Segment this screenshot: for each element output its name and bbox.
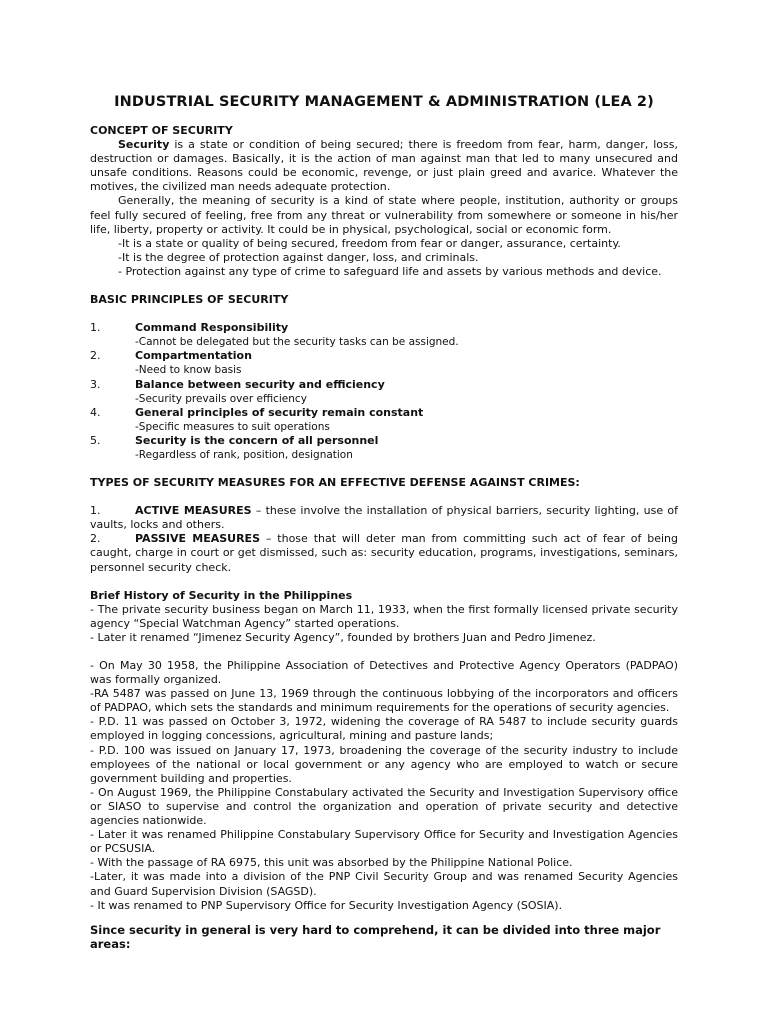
principle-title: Compartmentation: [135, 349, 252, 363]
measure-number: 1.: [90, 504, 101, 518]
principle-item: [90, 321, 678, 349]
measures-section: [90, 476, 678, 575]
concept-line: -It is the degree of protection against danger, loss, and criminals.: [118, 250, 479, 264]
history-entry: - Later it renamed “Jimenez Security Agency”, founded by brothers Juan and Pedro Jimenez.: [90, 630, 596, 644]
history-heading: Brief History of Security in the Philippines: [90, 588, 353, 602]
principle-item: [90, 349, 678, 377]
history-entry: - On August 1969, the Philippine Constabulary activated the Security and Investigation Supervisory office or SIASO to supervise and control the organization and operation of private security and detective agencies nationwide.: [90, 785, 678, 828]
principle-number: 1.: [90, 321, 101, 335]
history-entry: - On May 30 1958, the Philippine Association of Detectives and Protective Agency Operators (PADPAO) was formally organized.: [90, 659, 678, 687]
principle-item: [90, 434, 678, 462]
principle-item: [90, 378, 678, 406]
measures-heading: TYPES OF SECURITY MEASURES FOR AN EFFECTIVE DEFENSE AGAINST CRIMES:: [90, 476, 580, 490]
concept-paragraph-1-text: is a state or condition of being secured; there is freedom from fear, harm, danger, loss, destruction or damages. Basically, it is the action of man against man that led to many unsecured and unsafe conditions. Reasons could be economic, revenge, or just plain greed and avarice. Whatever the motives, the civilized man needs adequate protection.: [90, 138, 678, 194]
measure-term: PASSIVE MEASURES: [135, 532, 260, 546]
principles-heading: BASIC PRINCIPLES OF SECURITY: [90, 293, 289, 307]
security-term: Security: [118, 138, 170, 152]
history-entry: - The private security business began on March 11, 1933, when the first formally licensed private security agency “Special Watchman Agency” started operations.: [90, 602, 678, 630]
history-entry: - P.D. 11 was passed on October 3, 1972, widening the coverage of RA 5487 to include security guards employed in logging concessions, agricultural, mining and pasture lands;: [90, 715, 678, 743]
measure-term: ACTIVE MEASURES: [135, 504, 252, 518]
measure-item: [90, 504, 678, 532]
concept-heading: CONCEPT OF SECURITY: [90, 124, 233, 137]
page-title: INDUSTRIAL SECURITY MANAGEMENT & ADMINISTRATION (LEA 2): [114, 94, 654, 110]
principle-number: 3.: [90, 377, 101, 391]
history-section: [90, 589, 678, 913]
concept-section: [90, 124, 678, 279]
principles-section: [90, 293, 678, 462]
history-entry: - With the passage of RA 6975, this unit was absorbed by the Philippine National Police.: [90, 856, 573, 870]
measure-text: – those that will deter man from committing such act of fear of being caught, charge in court or get dismissed, such as: security education, programs, investigations, seminars, personnel security check.: [90, 532, 678, 574]
principle-description: -Specific measures to suit operations: [135, 420, 330, 433]
principle-title: Balance between security and efficiency: [135, 377, 385, 391]
principle-description: -Need to know basis: [135, 364, 242, 377]
concept-line: -It is a state or quality of being secured, freedom from fear or danger, assurance, certainty.: [118, 236, 621, 250]
measure-number: 2.: [90, 532, 101, 546]
history-entry: - It was renamed to PNP Supervisory Office for Security Investigation Agency (SOSIA).: [90, 898, 563, 912]
concept-paragraph-2: Generally, the meaning of security is a kind of state where people, institution, authority or groups feel fully secured of feeling, free from any threat or vulnerability from somewhere or someone in his/her life, liberty, property or activity. It could be in physical, psychological, social or economic form.: [90, 194, 678, 236]
history-entry: - Later it was renamed Philippine Constabulary Supervisory Office for Security and Investigation Agencies or PCSUSIA.: [90, 828, 678, 856]
principle-title: Security is the concern of all personnel: [135, 433, 379, 447]
measure-item: [90, 532, 678, 574]
principle-number: 4.: [90, 405, 101, 419]
principle-number: 5.: [90, 433, 101, 447]
principle-title: Command Responsibility: [135, 321, 289, 335]
history-entry: -RA 5487 was passed on June 13, 1969 through the continuous lobbying of the incorporators and officers of PADPAO, which sets the standards and minimum requirements for the operations of security agencies.: [90, 687, 678, 715]
concept-line: - Protection against any type of crime to safeguard life and assets by various methods and device.: [118, 264, 662, 278]
principle-number: 2.: [90, 349, 101, 363]
history-entry: - P.D. 100 was issued on January 17, 1973, broadening the coverage of the security industry to include employees of the national or local government or any agency who are employed to watch or secure government building and properties.: [90, 743, 678, 785]
principle-description: -Regardless of rank, position, designation: [135, 448, 353, 461]
principle-item: [90, 406, 678, 434]
measure-text: – these involve the installation of physical barriers, security lighting, use of vaults, locks and others.: [90, 504, 679, 532]
principle-title: General principles of security remain constant: [135, 405, 424, 419]
principle-description: -Cannot be delegated but the security tasks can be assigned.: [135, 336, 459, 349]
concept-paragraph-1: [90, 138, 678, 194]
history-entry: -Later, it was made into a division of the PNP Civil Security Group and was renamed Security Agencies and Guard Supervision Division (SAGSD).: [90, 870, 678, 898]
principle-description: -Security prevails over efficiency: [135, 392, 307, 405]
closing-statement: Since security in general is very hard to comprehend, it can be divided into three major areas:: [90, 922, 661, 951]
